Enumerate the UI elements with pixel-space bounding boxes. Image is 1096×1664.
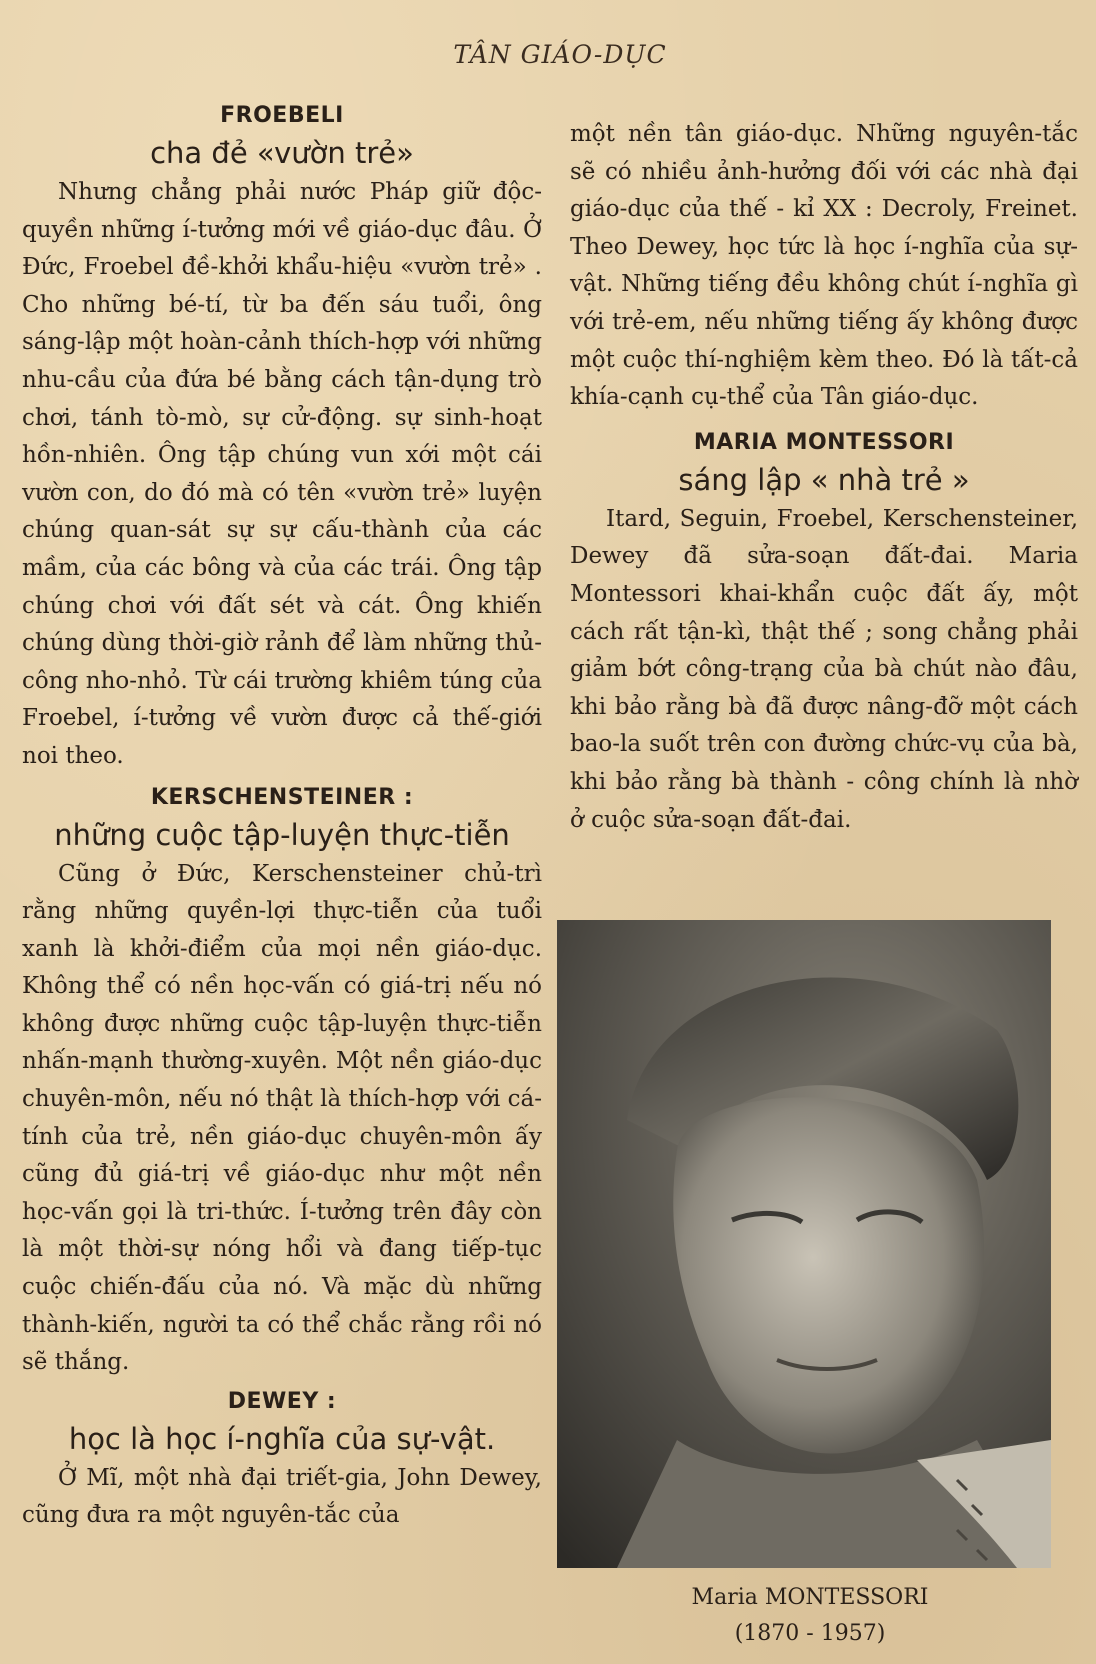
section-froebel bbox=[22, 100, 542, 776]
caption-years: (1870 - 1957) bbox=[734, 1621, 886, 1646]
section-body-dewey-start: Ở Mĩ, một nhà đại triết-gia, John Dewey, cũng đưa ra một nguyên-tắc của bbox=[22, 1464, 542, 1529]
section-dewey bbox=[22, 1386, 542, 1535]
section-subhead-dewey: học là học í-nghĩa của sự-vật. bbox=[68, 1421, 496, 1456]
section-kerschensteiner bbox=[22, 782, 542, 1382]
section-label-montessori: MARIA MONTESSORI bbox=[693, 429, 955, 455]
section-body-dewey-continued: một nền tân giáo-dục. Những nguyên-tắc sẽ có nhiều ảnh-hưởng đối với các nhà đại giáo-dục của thế - kỉ XX : Decroly, Freinet. Theo Dewey, học tức là học í-nghĩa của sự-vật. Những tiếng đều không chút í-nghĩa gì với trẻ-em, nếu những tiếng ấy không được một cuộc thí-nghiệm kèm theo. Đó là tất-cả khía-cạnh cụ-thể của Tân giáo-dục. bbox=[570, 121, 1078, 411]
section-body-froebel: Nhưng chẳng phải nước Pháp giữ độc-quyền những í-tưởng mới về giáo-dục đâu. Ở Đức, Froebel đề-khởi khẩu-hiệu «vườn trẻ» . Cho những bé-tí, từ ba đến sáu tuổi, ông sáng-lập một hoàn-cảnh thích-hợp với những nhu-cầu của đứa bé bằng cách tận-dụng trò chơi, tánh tò-mò, sự cử-động. sự sinh-hoạt hồn-nhiên. Ông tập chúng vun xới một cái vườn con, do đó mà có tên «vườn trẻ» luyện chúng quan-sát sự sự cấu-thành của các mầm, của các bông và của các trái. Ông tập chúng chơi với đất sét và cát. Ông khiến chúng dùng thời-giờ rảnh để làm những thủ-công nho-nhỏ. Từ cái trường khiêm túng của Froebel, í-tưởng về vườn được cả thế-giới noi theo. bbox=[22, 179, 542, 769]
caption-name: Maria MONTESSORI bbox=[691, 1585, 929, 1610]
section-subhead-kerschensteiner: những cuộc tập-luyện thực-tiễn bbox=[54, 817, 510, 852]
running-head: TÂN GIÁO-DỤC bbox=[453, 40, 667, 69]
section-body-montessori: Itard, Seguin, Froebel, Kerschensteiner, Dewey đã sửa-soạn đất-đai. Maria Montessori khai-khẩn cuộc đất ấy, một cách rất tận-kì, thật thế ; song chẳng phải giảm bớt công-trạng của bà chút nào đâu, khi bảo rằng bà đã được nâng-đỡ một cách bao-la suốt trên con đường chức-vụ của bà, khi bảo rằng bà thành - công chính là nhờ ở cuộc sửa-soạn đất-đai. bbox=[570, 505, 1078, 833]
portrait-photo bbox=[557, 920, 1051, 1568]
section-label-dewey: DEWEY : bbox=[227, 1388, 337, 1414]
portrait-illustration bbox=[557, 920, 1051, 1568]
photo-caption bbox=[570, 1580, 1050, 1652]
section-subhead-froebel: cha đẻ «vườn trẻ» bbox=[150, 136, 414, 170]
section-body-kerschensteiner: Cũng ở Đức, Kerschensteiner chủ-trì rằng những quyền-lợi thực-tiễn của tuổi xanh là khởi-điểm của mọi nền giáo-dục. Không thể có nền học-vấn có giá-trị nếu nó không được những cuộc tập-luyện thực-tiễn nhấn-mạnh thường-xuyên. Một nền giáo-dục chuyên-môn, nếu nó thật là thích-hợp với cá-tính của trẻ, nền giáo-dục chuyên-môn ấy cũng đủ giá-trị về giáo-dục như một nền học-vấn gọi là tri-thức. Í-tưởng trên đây còn là một thời-sự nóng hổi và đang tiếp-tục cuộc chiến-đấu của nó. Và mặc dù những thành-kiến, người ta có thể chắc rằng rồi nó sẽ thắng. bbox=[22, 860, 542, 1376]
section-label-froebel: FROEBELI bbox=[220, 103, 344, 128]
right-column bbox=[570, 116, 1078, 839]
section-montessori bbox=[570, 427, 1078, 839]
section-label-kerschensteiner: KERSCHENSTEINER : bbox=[150, 784, 414, 810]
left-column bbox=[22, 100, 542, 1535]
section-subhead-montessori: sáng lập « nhà trẻ » bbox=[678, 462, 970, 497]
